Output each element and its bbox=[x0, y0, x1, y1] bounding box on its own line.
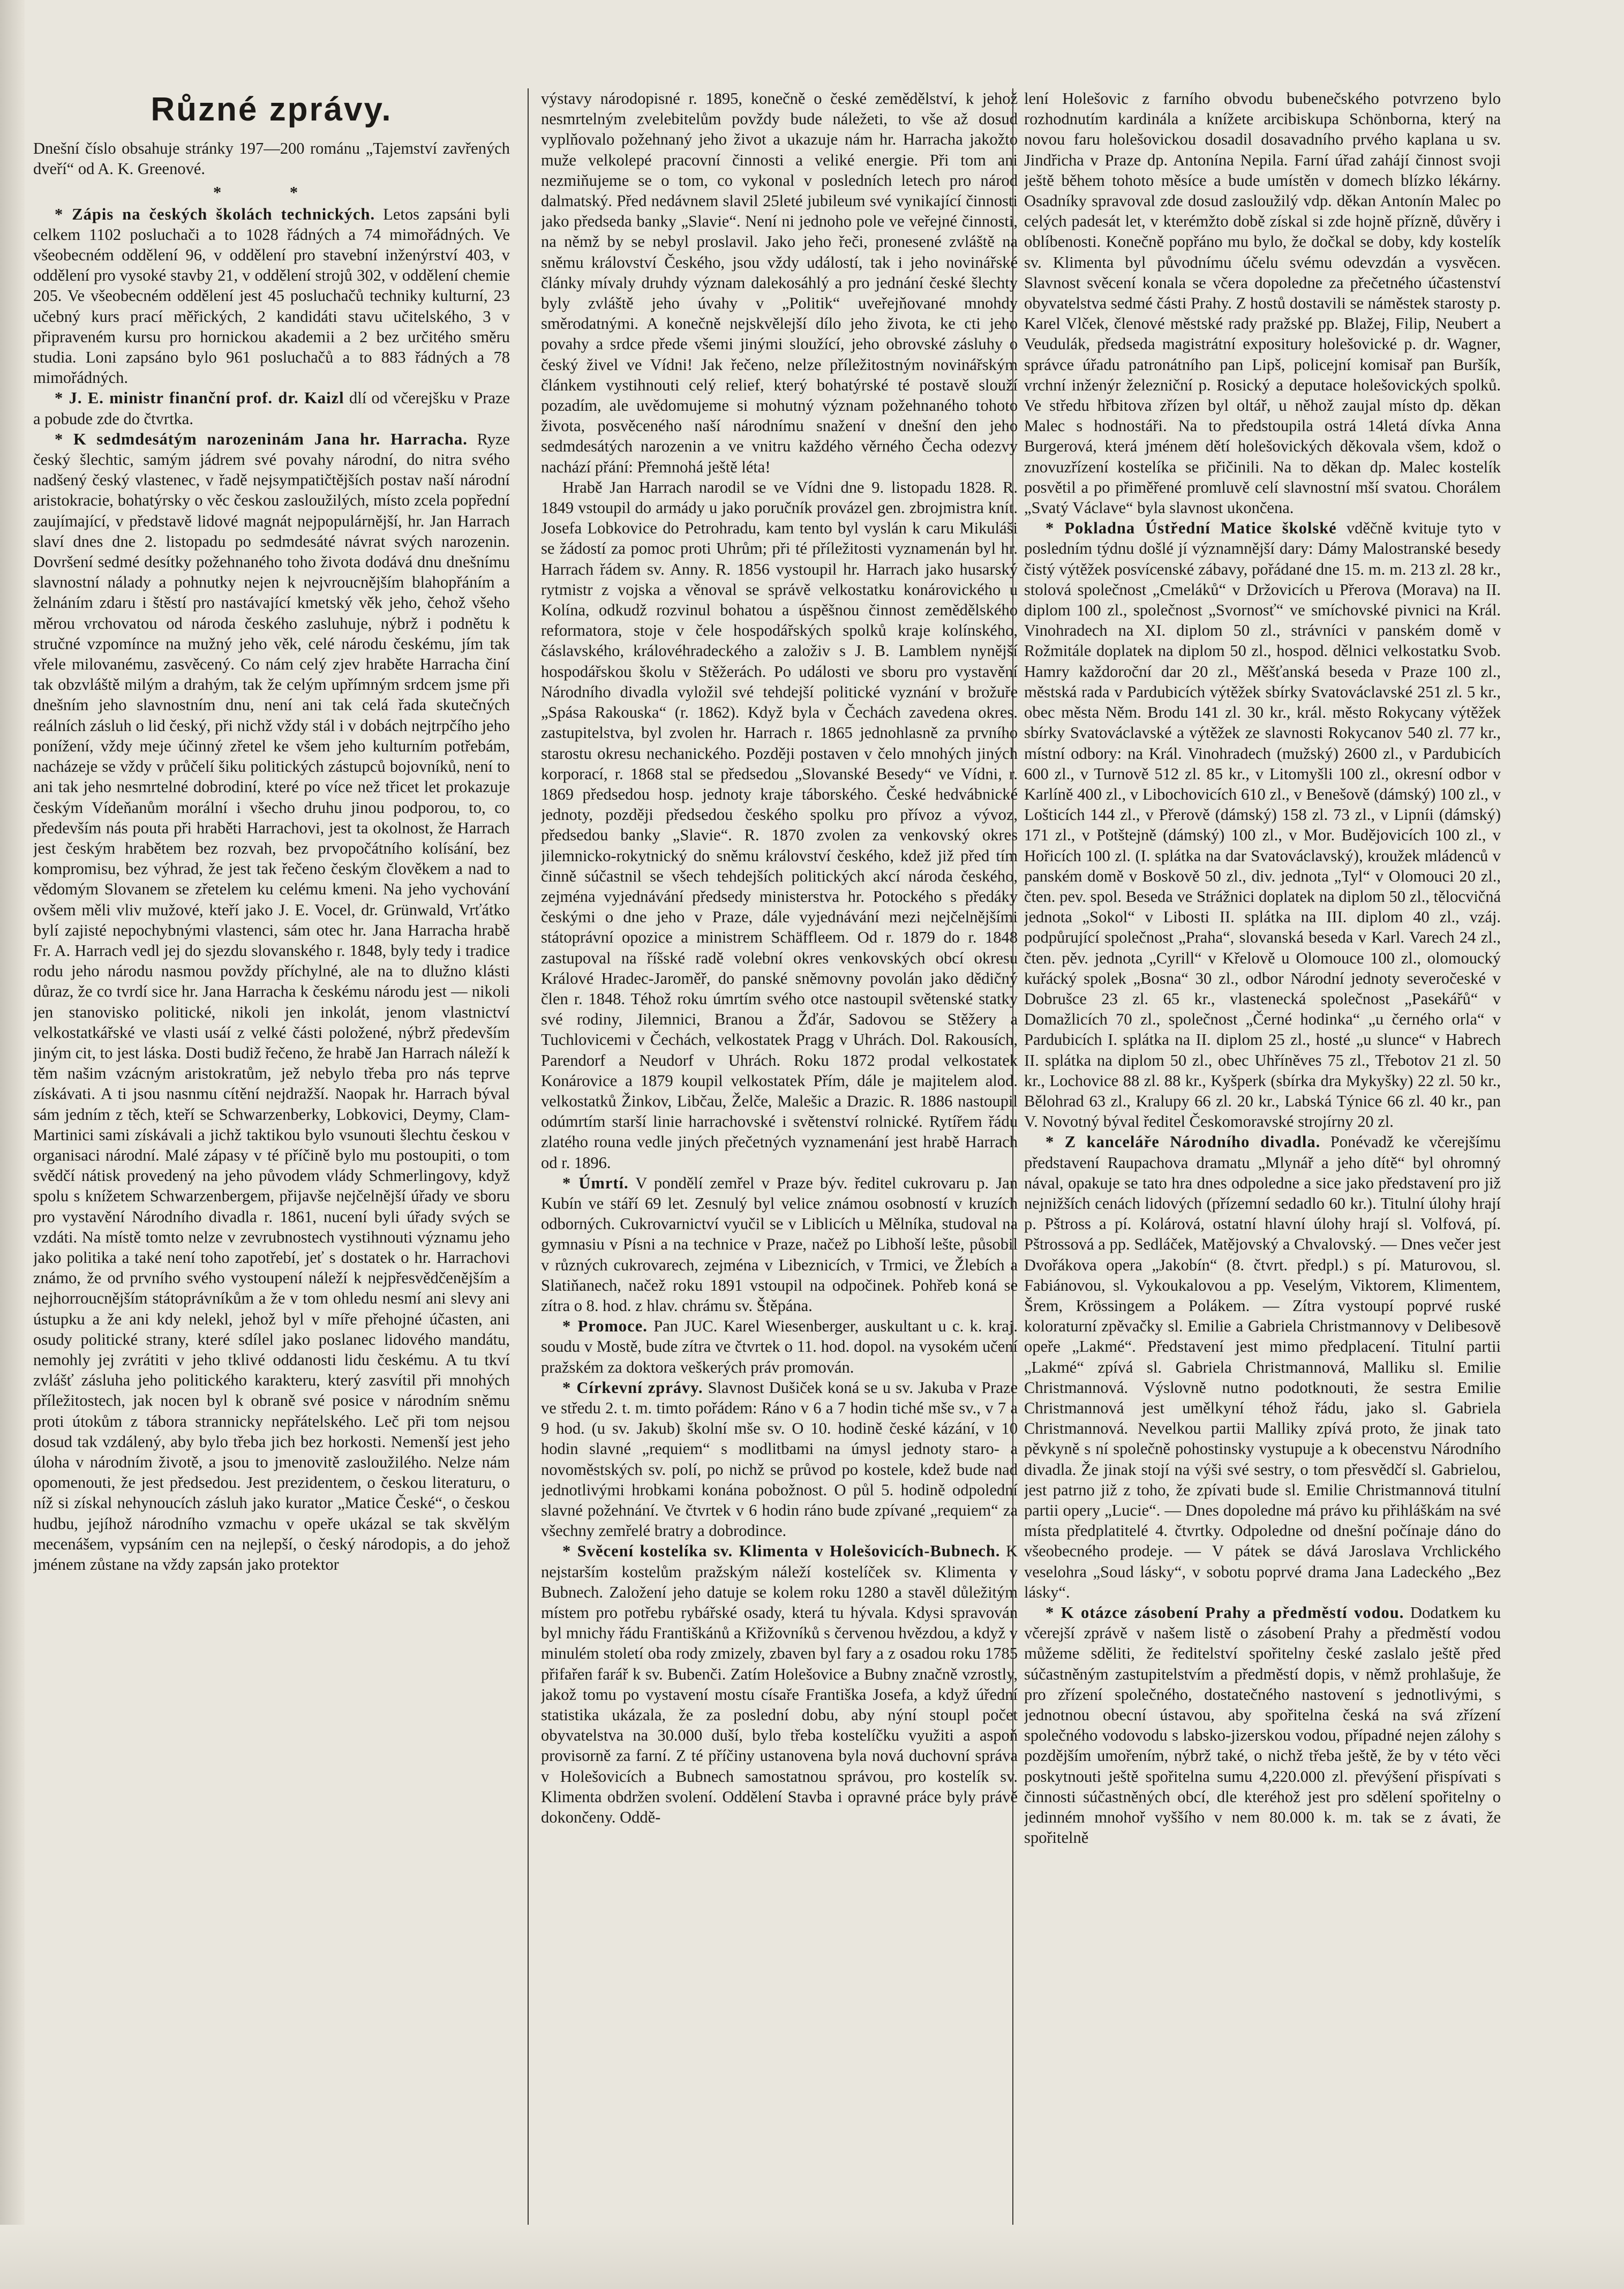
article-lead: * Promoce. bbox=[562, 1317, 648, 1336]
article-paragraph: * Církevní zprávy. Slavnost Dušiček koná se u sv. Jakuba v Praze ve středu 2. t. m. timto pořádem: Ráno v 6 a 7 hodin tiché mše sv., v 7 a 9 hod. (u sv. Jakub) školní mše sv. O 10. hodině české kázání, v 10 hodin slavné „requiem“ s modlitbami na úmysl jednoty staro- a novoměstských sv. polí, po nichž se průvod po kostele, kdež bude nad jednotlivými hrobkami konána pobožnost. O půl 5. hodině odpolední slavné požehnání. Ve čtvrtek v 6 hodin ráno bude zpívané „requiem“ za všechny zemřelé bratry a dobrodince. bbox=[541, 1378, 1018, 1540]
article-paragraph: Hrabě Jan Harrach narodil se ve Vídni dne 9. listopadu 1828. R. 1849 vstoupil do armády u jako poručník provázel gen. zbrojmistra knít. Josefa Lobkovice do Petrohradu, kam tento byl vyslán k caru Mikuláši se žádostí za pomoc proti Uhrům; při té příležitosti vyznamenán byl hr. Harrach řádem sv. Anny. R. 1856 vystoupil hr. Harrach jako husarský rytmistr z vojska a věnoval se správě velkostatku konárovického u Kolína, odkudž rozvinul bohatou a úspěšnou činnost zemědělského reformatora, stoje v čele hospodářských spolků kraje kolínského, čáslavského, královéhradeckého a založiv s J. B. Lamblem nynější hospodářskou školu v Stěžerách. Po události ve sboru pro vystavění Národního divadla vyložil své tehdejší politické vyznání v brožuře „Spása Rakouska“ (r. 1862). Když byla v Čechách zavedena okres. zastupitelstva, byl zvolen hr. Harrach r. 1865 jednohlasně za prvního starostu okresu nechanického. Později postaven v čelo mnohých jiných korporací, r. 1868 stal se předsedou „Slovanské Besedy“ ve Vídni, r. 1869 předsedou hosp. jednoty kraje táborského. České hedvábnické jednoty, později předsedou českého spolku pro přívoz a vývoz, předsedou banky „Slavie“. R. 1870 zvolen za venkovský okres jilemnicko-rokytnický do sněmu království českého, kdež již před tím činně súčastnil se všech tehdejších politických akcí národa českého, zejména vyjednávání předsedy ministerstva hr. Potockého s předáky českými o dne jeho v Praze, dále vyjednávání mezi nejčelnějšími státoprávní opozice a ministrem Schäffleem. Od r. 1879 do r. 1848 zastupoval na říšské radě volební okres venkovských obcí okresu Králové Hradec-Jaroměř, do panské sněmovny povolán jako dědičný člen r. 1848. Téhož roku úmrtím svého otce nastoupil světenské statky své rodiny, Jilemnici, Branou a Žďár, Sadovou se Stěžery a Tuchlovicemi v Čechách, velkostatek Pragg v Uhrách. Dol. Rakousích, Parendorf a Neudorf v Uhrách. Roku 1872 prodal velkostatek Konárovice a 1879 koupil velkostatek Přím, dále je majitelem alod. velkostatků Žinkov, Libčau, Želče, Malešic a Drazic. R. 1886 nastoupil odúmrtím starší linie harrachovské i světenství rolnické. Rytířem řádu zlatého rouna vedle jiných přečetných vyznamenání jest hrabě Harrach od r. 1896. bbox=[541, 478, 1018, 1172]
article-lead: * J. E. ministr finanční prof. dr. Kaizl bbox=[55, 389, 344, 408]
article-paragraph: * Pokladna Ústřední Matice školské vděčně kvituje tyto v posledním týdnu došlé jí významnější dary: Dámy Malostranské besedy čistý výtěžek posvícenské zábavy, pořádané dne 15. m. m. 213 zl. 28 kr., stolová společnost „Cmeláků“ v Držovicích u Přerova (Morava) na II. diplom 100 zl., společnost „Svornosť“ ve smíchovské pivnici na Král. Vinohradech na XI. diplom 50 zl., strávníci v panském domě v Rožmitále doplatek na diplom 50 zl., hospod. dělnici velkostatku Svob. Hamry každoroční dar 20 zl., Měšťanská beseda v Praze 100 zl., městská rada v Pardubicích výtěžek sbírky Svatováclavské 251 zl. 5 kr., obec města Něm. Brodu 141 zl. 30 kr., král. město Rokycany výtěžek sbírky Svatováclavské a výtěžek ze slavnosti Rokycanov 540 zl. 77 kr., místní odbory: na Král. Vinohradech (mužský) 2600 zl., v Pardubicích 600 zl., v Turnově 512 zl. 85 kr., v Litomyšli 100 zl., okresní odbor v Karlíně 400 zl., v Libochovicích 610 zl., v Benešově (dámský) 100 zl., v Lošticích 144 zl., v Přerově (dámský) 158 zl. 73 zl., v Lipníi (dámský) 171 zl., v Potštejně (dámský) 100 zl., v Mor. Budějovicích 100 zl., v Hořicích 100 zl. (I. splátka na dar Svatováclavský), kroužek mládenců v panském domě v Boskově 50 zl., div. jednota „Tyl“ v Olomouci 20 zl., čten. pev. spol. Beseda ve Strážnici doplatek na diplom 50 zl., tělocvičná jednota „Sokol“ v Libosti II. splátka na III. diplom 40 zl., vzáj. podpůrující společnost „Praha“, slovanská beseda v Karl. Varech 24 zl., čten. pěv. jednota „Cyrill“ v Křelově u Olomouce 100 zl., olomoucký kuřácký spolek „Bosna“ 30 zl., odbor Národní jednoty severočeské v Dobrušce 23 zl. 65 kr., vlastenecká společnost „Pasekářů“ v Domažlicích 70 zl., společnost „Černé hodinka“ „u černého orla“ v Pardubicích I. splátka na II. diplom 25 zl., hosté „u slunce“ v Habrech II. splátka na diplom 50 zl., obec Uhříněves 75 zl., Třebotov 21 zl. 50 kr., Lochovice 88 zl. 88 kr., Kyšperk (sbírka dra Mykyšky) 22 zl. 50 kr., Bělohrad 63 zl., Kralupy 66 zl. 20 kr., Labská Týnice 66 zl. 40 kr., pan V. Novotný býval ředitel Českomoravské strojírny 20 zl. bbox=[1024, 519, 1501, 1131]
article-paragraph: Dnešní číslo obsahuje stránky 197—200 románu „Tajemství zavřených dveří“ od A. K. Greenové. bbox=[33, 139, 510, 178]
article-paragraph: * J. E. ministr finanční prof. dr. Kaizl dlí od včerejšku v Praze a pobude zde do čtvrtka. bbox=[33, 389, 510, 428]
article-paragraph: výstavy národopisné r. 1895, konečně o české zemědělství, k jehož nesmrtelným zvelebitelům povždy bude náležeti, to vše až dosud vyplňovalo požehnaný jeho život a ukazuje nám hr. Harracha jakožto muže velkolepé pracovní činnosti a veliké energie. Při tom ani nezmiňujeme se o tom, co vykonal v posledních letech pro národ dalmatský. Před nedávnem slavil 25leté jubileum své vynikající činnosti jako předseda banky „Slavie“. Není ni jednoho pole ve veřejné činnosti, na němž by se nebyl proslavil. Jako jeho řeči, pronesené zvláště na sněmu království Českého, jsou vždy událostí, tak i jeho novinářské články mívaly druhdy význam dalekosáhlý a pro jednání české šlechty byly zvláště jeho úvahy v „Politik“ uveřejňované mnohdy směrodatnými. A konečně nejskvělejší dílo jeho života, ke cti jeho povahy a srdce přede všemi jinými sloužící, jeho obrovské zásluhy o český živel ve Vídni! Jak řečeno, nelze příležitostným novinářským článkem vystihnouti celý relief, který bohatýrské té postavě slouží pozadím, ale uvědomujeme si mohutný význam požehnaného tohoto života, posvěceného naší národnímu snažení v dnešní den jeho sedmdesátých narozenin a ve vnitru každého věrného Čecha odezvy nachází přání: Přemnohá ještě léta! bbox=[541, 89, 1018, 476]
article-lead: * Z kanceláře Národního divadla. bbox=[1046, 1133, 1321, 1151]
article-lead: * Pokladna Ústřední Matice školské bbox=[1046, 519, 1337, 538]
column-3 bbox=[1024, 88, 1501, 2231]
scan-bottom-margin bbox=[0, 2225, 1624, 2289]
section-headline: Různé zprávy. bbox=[151, 91, 393, 128]
article-paragraph: * K otázce zásobení Prahy a předměstí vodou. Dodatkem ku včerejší zprávě v našem listě o zásobení Prahy a předměstí vodou můžeme sděliti, že ředitelství spořitelny české zaslalo ještě před súčastněným zastupitelstvím a předměstí dopis, v němž prohlašuje, že pro zřízení společného, dostatečného nastovení s jednotlivými, s jednotnou obecní ústavou, aby spořitelna česká na svá zřízení společného vodovodu s labsko-jizerskou vodou, případné nejen zálohy s pozdějším umořením, nýbrž také, o nichž třeba ještě, že by v této věci poskytnouti ještě spořitelna sumu 4,220.000 zl. převýšení přispívati s činnosti súčastněných obcí, dle kteréhož jest pro sdělení spořitelny o jedinném mnohoř vyššího v nem 80.000 k. m. tak se z ávati, že spořitelně bbox=[1024, 1603, 1501, 1847]
article-lead: * K otázce zásobení Prahy a předměstí vodou. bbox=[1046, 1603, 1404, 1622]
article-lead: * Církevní zprávy. bbox=[562, 1378, 703, 1397]
article-paragraph: lení Holešovic z farního obvodu bubenečského potvrzeno bylo rozhodnutím kardinála a knížete arcibiskupa Schönborna, který na novou faru holešovickou dosadil dosavadního prvého kaplana u sv. Jindřicha v Praze dp. Antonína Nepila. Farní úřad zahájí činnost svoji ještě během tohoto měsíce a bude umístěn v domech blízko lékárny. Osadníky spravoval zde dosud zasloužilý vdp. děkan Antonín Malec po celých padesát let, v kterémžto době získal si zde hojně přízně, důvěry i oblíbenosti. Konečně popřáno mu bylo, že dočkal se doby, kdy kostelík sv. Klimenta byl původnímu účelu svému odevzdán a vysvěcen. Slavnost svěcení konala se včera dopoledne za přečetného účastenství obyvatelstva sedmé části Prahy. Z hostů dostavili se náměstek starosty p. Karel Vlček, členové městské rady pražské pp. Blažej, Filip, Neubert a Veudulák, předseda magistrátní expositury holešovické p. dr. Wagner, správce úřadu patronátního pan Lipš, policejní komisař pan Buršík, vrchní inženýr železniční p. Rosický a deputace holešovických spolků. Ve středu hřbitova zřízen byl oltář, u něhož zaujal místo dp. děkan Malec s hodnostáři. Na to předstoupila ostrá 14letá dívka Anna Burgerová, která jménem dětí holešovických děkovala všem, kdož o znovuzřízení kostelíka se přičinili. Na to děkan dp. Malec kostelík posvětil a po přiměřené promluvě celí slavnostní mší svatou. Chorálem „Svatý Václave“ byla slavnost ukončena. bbox=[1024, 89, 1501, 517]
column-rule bbox=[528, 88, 529, 2225]
article-paragraph: * Zápis na českých školách technických. Letos zapsáni byli celkem 1102 posluchači a to 1028 řádných a 74 mimořádných. Ve všeobecném oddělení 96, v oddělení pro stavební inženýrství 403, v oddělení pro vysoké stavby 21, v oddělení strojů 302, v oddělení chemie 205. Ve všeobecném oddělení jest 45 posluchačů techniky kulturní, 23 učebný kurs prací měřických, 2 kandidáti stavu učitelského, 3 v připraveném kursu pro hornickou akademii a 2 bez určitého směru studia. Loni zapsáno bylo 961 posluchačů a to 883 řádných a 78 mimořádných. bbox=[33, 205, 510, 387]
article-paragraph: * Úmrtí. V pondělí zemřel v Praze býv. ředitel cukrovaru p. Jan Kubín ve stáří 69 let. Zesnulý byl velice známou osobností v kruzích odborných. Cukrovarnictví vyučil se v Liblicích u Mělníka, studoval na gymnasiu v Písni a na technice v Praze, načež po Libhoší lešte, působil v různých cukrovarech, zejména v Libeznicích, v Trmici, ve Žlebích a Slatiňanech, načež roku 1891 vstoupil na odpočinek. Pohřeb koná se zítra o 8. hod. z hlav. chrámu sv. Štěpána. bbox=[541, 1173, 1018, 1315]
article-lead: * K sedmdesátým narozeninám Jana hr. Harracha. bbox=[55, 430, 468, 448]
article-paragraph: * Svěcení kostelíka sv. Klimenta v Holešovicích-Bubnech. K nejstarším kostelům pražským náleží kostelíček sv. Klimenta v Bubnech. Založení jeho datuje se kolem roku 1280 a stavěl důležitým místem pro potřebu rybářské osady, která tu hývala. Kdysi spravován byl mnichy řádu Františkánů a Křižovníků s červenou hvězdou, a když v minulém století oba rody zmizely, zbaven byl fary a z osadou roku 1785 přifařen farář k sv. Bubenči. Zatím Holešovice a Bubny značně vzrostly, jakož tomu po vystavení mostu císaře Františka Josefa, a když úřední statistika ukázala, že za poslední dobu, aby nýní stoupl počet obyvatelstva na 30.000 duší, bylo třeba kostelíčku využiti a aspoň provisorně za farní. Z té příčiny ustanovena byla nová duchovní správa v Holešovicích a Bubnech samostatnou správou, pro kostelík sv. Klimenta obdržen svolení. Oddělení Stavba i opravné práce byly právě dokončeny. Oddě- bbox=[541, 1542, 1018, 1827]
article-paragraph: * Z kanceláře Národního divadla. Ponévadž ke včerejšímu představení Raupachova dramatu „Mlynář a jeho dítě“ byl ohromný nával, opakuje se tato hra dnes odpoledne a sice jako představení pro již nejnižších cenách lidových (přízemní sedadlo 60 kr.). Titulní úlohy hrají p. Pštross a pí. Kolárová, ostatní hlavní úlohy hrají sl. Volfová, pí. Pštrossová a pp. Sedláček, Matějovský a Chvalovský. — Dnes večer jest Dvořákova opera „Jakobín“ (8. čtvrt. předpl.) s pí. Maturovou, sl. Fabiánovou, sl. Vykoukalovou a pp. Veselým, Viktorem, Klimentem, Šrem, Krössingem a Polákem. — Zítra vystoupí poprvé ruské koloraturní zpěvačky sl. Emilie a Gabriela Christmannovy v Delibesově opeře „Lakmé“. Představení jest mimo předplacení. Titulní partii „Lakmé“ zpívá sl. Gabriela Christmannová, Malliku sl. Emilie Christmannová. Výslovně nutno podotknouti, že sestra Emilie Christmannová jest umělkyní téhož řádu, jako sl. Gabriela Christmannová. Nevelkou partii Malliky zpívá proto, že jinak tato pěvkyně s ní společně pohostinsky vystupuje a k obecenstvu Národního divadla. Že jinak stojí na výši své sestry, o tom přesvědčí sl. Gabrielou, jest patrno již z toho, že zpívati bude sl. Emilie Christmannová titulní partii opery „Lucie“. — Dnes dopoledne má právo ku přihláškám na své místa předplatitelé 4. čtvrtky. Odpoledne od dnešní počínaje dáno do všeobecného prodeje. — V pátek se dává Jaroslava Vrchlického veselohra „Soud lásky“, v sobotu poprvé drama Jana Ladeckého „Bez lásky“. bbox=[1024, 1133, 1501, 1601]
column-1 bbox=[33, 80, 510, 2223]
section-separator: * * bbox=[213, 183, 330, 202]
article-paragraph: * Promoce. Pan JUC. Karel Wiesenberger, auskultant u c. k. kraj. soudu v Mostě, bude zítra ve čtvrtek o 11. hod. dopol. na vysokém učení pražském za doktora veškerých práv promován. bbox=[541, 1317, 1018, 1376]
column-2 bbox=[541, 88, 1018, 2231]
article-lead: * Zápis na českých školách technických. bbox=[55, 205, 375, 223]
article-lead: * Úmrtí. bbox=[562, 1173, 629, 1192]
article-lead: * Svěcení kostelíka sv. Klimenta v Holešovicích-Bubnech. bbox=[562, 1542, 1001, 1561]
article-paragraph: * K sedmdesátým narozeninám Jana hr. Harracha. Ryze český šlechtic, samým jádrem své povahy národní, do nitra svého nadšený český vlastenec, v řadě nejsympatičtějších postav naší národní aristokracie, bohatýrsky o věc českou zasloužilých, místo zcela popřední zaujímající, v představě lidové magnát nejpopulárnější, hr. Jan Harrach slaví dnes dne 2. listopadu po sedmdesáté návrat svých narozenin. Dovršení sedmé desítky požehnaného toho života dodává dnu dnešnímu slavnostní nálady a pohnutky nejen k nejvroucnějším blahopřáním a želnáním zdaru i štěstí pro nastávající kmetský věk jeho, čehož všeho měrou vrchovatou od národa českého zasluhuje, nýbrž i podnětu k stručné vzpomínce na mužný jeho věk, celé národu českému, jím tak vřele milovanému, zasvěcený. Co nám celý zjev hraběte Harracha činí tak obzvláště milým a drahým, tak že celým upřímným srdcem jsme při dnešním jeho slavnostním dnu, není ani tak celá řada skutečných reálních zásluh o lid český, při nichž vždy stál i v dobách nejtrpčího jeho ponížení, vždy meje účinný zřetel ke všem jeho kulturním potřebám, nacházeje se vždy v průčelí šiku politických zástupců bojovníků, není to ani tak jeho nesmrtelné dobrodiní, které po více než třicet let prokazuje českým Vídeňanům morální i všecho druhu jinou podporou, to, co především nás pouta při hraběti Harrachovi, jest ta okolnost, že Harrach jest českým hrabětem bez rozvah, bez prvopočátního kolísání, bez kompromisu, bez výhrad, že jest tak řečeno českým člověkem a nad to vědomým Slovanem se zřetelem ku celému kmeni. Na jeho vychování ovšem měli vliv mužové, kteří jako J. E. Vocel, dr. Grünwald, Vrťátko bylí zajisté nepochybnými vlastenci, sám otec hr. Jana Harracha hrabě Fr. A. Harrach vedl jej do sjezdu slovanského r. 1848, byly tedy i tradice rodu jeho národu nasmou povždy příchylné, ale na to dlužno klásti důraz, že co tvrdí sice hr. Jana Harracha k českému národu jest — nikoli jen stanovisko politické, nikoli jen inkolát, jenom vlastnictví velkostatkářské ve vlasti usáí z velké části položené, nýbrž především jiným cit, to jest láska. Dosti budiž řečeno, že hrabě Jan Harrach náleží k těm našim vzácným aristokratům, jež nebylo třeba pro nás teprve získávati. A ti jsou nasnmu cítění nejdražší. Naopak hr. Harrach býval sám jedním z těch, kteří se Schwarzenberky, Lobkovici, Deymy, Clam-Martinici sami získávali a jichž taktikou bylo vsunouti šlechtu českou v organisaci národní. Malé zápasy v té příčině bylo mu postoupiti, o tom svědčí nátisk provedený na jeho původem vlády Schmerlingovy, když spolu s knížetem Schwarzenbergem, přijavše nejčelnější úřady ve sboru pro vystavění Národního divadla r. 1861, nucení byli úřady svých se vzdáti. Na místě tomto nelze v zevrubnostech vystihnouti významu jeho jako politika a také není toho zapotřebí, jeť s dostatek o hr. Harrachovi známo, že od prvního svého vystoupení náleží k nejpřesvědčenějším a nejhorroucnějším státoprávníkům a že v tom ohledu nesmí ani slevy ani ústupku a že ani kdy nelekl, jehož byl v míře přehojné účasten, ani osudy politické strany, které sdílel jako poslanec lidového mandátu, nemohly jej zvrátiti v jeho tklivé oddanosti lidu českému. A tu tkví zvlášť zásluha jeho politického karakteru, který zasvítil při mnohých příležitostech, jak nocen byl k obraně své posice v národním sněmu proti útokům z tábora strannicky nepřátelského. Leč při tom nejsou dosud tak vzdálený, aby bylo třeba jich bez horkosti. Nemenší jest jeho úloha v národním životě, a jsou to jmenovitě zasloužilého. Nelze nám opomenouti, že jest předsedou. Jest prezidentem, o českou literaturu, o níž si získal nehynoucích zásluh jako kurator „Matice České“, o českou hudbu, jejíhož národního vzmachu v opeře ukázal se tak skvělým mecenášem, vypsáním cen na nejlepší, o český národopis, a do jehož jménem zůstane na vždy zapsán jako protektor bbox=[33, 430, 510, 1574]
scan-margin bbox=[0, 0, 25, 2289]
